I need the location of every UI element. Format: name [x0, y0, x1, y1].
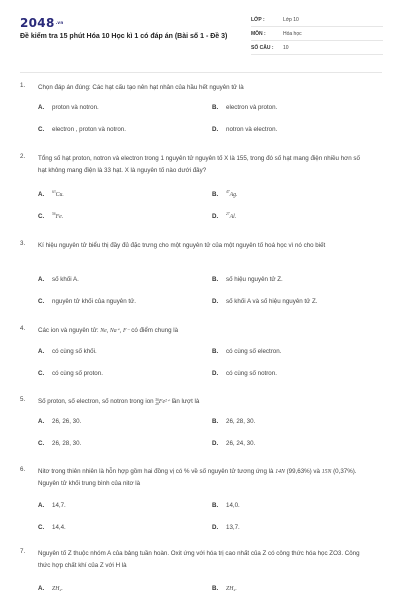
- option-c[interactable]: C. 26, 28, 30.: [38, 440, 82, 447]
- option-d[interactable]: D. 13,7.: [212, 524, 240, 531]
- option-text: 13,7.: [226, 524, 240, 531]
- option-text: electron , proton và notron.: [52, 126, 126, 133]
- question-number: 1.: [20, 82, 26, 89]
- option-d[interactable]: D. số khối A và số hiệu nguyên tử Z.: [212, 298, 318, 305]
- mass-number: 27: [226, 212, 230, 216]
- question-number: 3.: [20, 240, 26, 247]
- option-a[interactable]: A. 26, 26, 30.: [38, 418, 82, 425]
- option-b[interactable]: B. 26, 28, 30.: [212, 418, 256, 425]
- mass-number: 56: [52, 212, 56, 216]
- option-c[interactable]: C. electron , proton và notron.: [38, 126, 126, 133]
- meta-row-class: [251, 13, 383, 27]
- option-text: Cu.: [55, 191, 64, 198]
- question-text: [38, 325, 368, 337]
- isotope-1: 14N: [275, 469, 285, 475]
- question-number: 6.: [20, 466, 26, 473]
- option-text: 14,0.: [226, 502, 240, 509]
- document-title: Đề kiểm tra 15 phút Hóa 10 Học kì 1 có đáp án (Bài số 1 - Đề 3): [20, 33, 228, 40]
- option-text: có cùng số proton.: [52, 370, 103, 377]
- question-number: 2.: [20, 153, 26, 160]
- question-number: 4.: [20, 325, 26, 332]
- option-text: ZH₄.: [226, 586, 237, 592]
- option-a[interactable]: A. 14,7.: [38, 502, 66, 509]
- species-1: Ne,: [100, 328, 109, 334]
- species-3: F⁻: [122, 328, 130, 334]
- mass-number: 63: [52, 190, 56, 194]
- question-text-b: có điểm chung là: [131, 327, 179, 334]
- option-text: proton và notron.: [52, 104, 99, 111]
- option-text: 26, 28, 30.: [52, 440, 82, 447]
- option-text: 26, 24, 30.: [226, 440, 256, 447]
- ion-name: Fe²⁺: [158, 399, 170, 405]
- question-text-a: Nitơ trong thiên nhiên là hỗn hợp gồm hai đồng vị có % về số nguyên tử tương ứng là: [38, 468, 274, 475]
- option-text: Ag.: [229, 191, 238, 198]
- option-d[interactable]: D. $^{27}$Al.: [212, 212, 237, 220]
- question-text: [38, 466, 368, 490]
- option-c[interactable]: C. 14,4.: [38, 524, 66, 531]
- option-c[interactable]: C. nguyên tử khối của nguyên tử.: [38, 298, 136, 305]
- option-text: 26, 26, 30.: [52, 418, 82, 425]
- option-b[interactable]: B. có cùng số electron.: [212, 348, 282, 355]
- question-number: 5.: [20, 396, 26, 403]
- option-b[interactable]: B. ZH₄.: [212, 585, 237, 592]
- option-text: có cùng số notron.: [226, 370, 277, 377]
- question-text: Chọn đáp án đúng: Các hạt cấu tạo nên hạt nhân của hầu hết nguyên tử là: [38, 84, 244, 91]
- meta-table: [251, 13, 383, 55]
- option-a[interactable]: A. proton và notron.: [38, 104, 99, 111]
- option-b[interactable]: B. số hiệu nguyên tử Z.: [212, 276, 283, 283]
- option-text: ZH₂.: [52, 586, 63, 592]
- question-number: 7.: [20, 548, 26, 555]
- meta-value: Hóa học: [283, 30, 302, 37]
- option-d[interactable]: D. 26, 24, 30.: [212, 440, 256, 447]
- option-text: số hiệu nguyên tử Z.: [226, 276, 283, 283]
- option-b[interactable]: B. 14,0.: [212, 502, 240, 509]
- option-d[interactable]: D. notron và electron.: [212, 126, 278, 133]
- question-text: Nguyên tố Z thuộc nhóm A của bảng tuần hoàn. Oxit ứng với hóa trị cao nhất của Z có công thức hóa học ZO3. Công thức hợp chất khí của Z với H là: [38, 550, 360, 569]
- option-text: electron và proton.: [226, 104, 278, 111]
- option-a[interactable]: A. số khối A.: [38, 276, 79, 283]
- option-b[interactable]: B. $^{47}$Ag.: [212, 190, 238, 198]
- option-text: có cùng số electron.: [226, 348, 282, 355]
- logo-suffix: .vn: [55, 20, 64, 25]
- ion-atomic-number: 26: [155, 401, 159, 406]
- option-d[interactable]: D. có cùng số notron.: [212, 370, 277, 377]
- option-a[interactable]: A. $^{63}$Cu.: [38, 190, 64, 198]
- header-divider: [20, 72, 382, 73]
- meta-key: MÔN :: [251, 30, 266, 37]
- option-text: 14,7.: [52, 502, 66, 509]
- question-text: Tổng số hạt proton, notron và electron trong 1 nguyên tử nguyên tố X là 155, trong đó số hạt mang điện nhiều hơn số hạt không mang điện là 33 hạt. X là nguyên tố nào dưới đây?: [38, 155, 360, 174]
- option-text: nguyên tử khối của nguyên tử.: [52, 298, 136, 305]
- option-text: Fe.: [55, 213, 64, 220]
- site-logo[interactable]: [20, 16, 63, 30]
- option-b[interactable]: B. electron và proton.: [212, 104, 278, 111]
- mass-number: 47: [226, 190, 230, 194]
- question-text-b: (0,37%). Nguyên tử khối trung bình của nitơ là: [38, 468, 357, 487]
- ion-symbol: [155, 399, 170, 405]
- meta-value: 10: [283, 44, 289, 51]
- option-a[interactable]: A. có cùng số khối.: [38, 348, 97, 355]
- isotope-2: 15N: [321, 469, 332, 475]
- option-c[interactable]: C. có cùng số proton.: [38, 370, 103, 377]
- option-text: 14,4.: [52, 524, 66, 531]
- question-text-a: Số proton, số electron, số notron trong ion: [38, 398, 154, 405]
- meta-row-count: [251, 41, 383, 55]
- ion-mass-number: 56: [155, 397, 159, 402]
- logo-name: 2048: [20, 16, 55, 30]
- question-text: [38, 396, 368, 408]
- option-c[interactable]: C. $^{56}$Fe.: [38, 212, 64, 220]
- option-a[interactable]: A. ZH₂.: [38, 585, 63, 592]
- header: [0, 0, 400, 60]
- option-text: có cùng số khối.: [52, 348, 97, 355]
- option-text: notron và electron.: [226, 126, 278, 133]
- option-text: số khối A và số hiệu nguyên tử Z.: [226, 298, 318, 305]
- meta-row-subject: [251, 27, 383, 41]
- species-2: Na⁺,: [109, 328, 122, 334]
- question-text-a: Các ion và nguyên tử:: [38, 327, 99, 334]
- question-text-b: lần lượt là: [171, 398, 200, 405]
- meta-value: Lớp 10: [283, 16, 299, 23]
- meta-key: LỚP :: [251, 16, 265, 23]
- option-text: 26, 28, 30.: [226, 418, 256, 425]
- isotope-1-percent: (99,63%) và: [286, 468, 320, 475]
- meta-key: SỐ CÂU :: [251, 44, 274, 51]
- question-text: Kí hiệu nguyên tử biểu thị đầy đủ đặc trưng cho một nguyên tử của một nguyên tố hoá học vì nó cho biết: [38, 242, 326, 249]
- option-text: Al.: [229, 213, 237, 220]
- option-text: số khối A.: [52, 276, 79, 283]
